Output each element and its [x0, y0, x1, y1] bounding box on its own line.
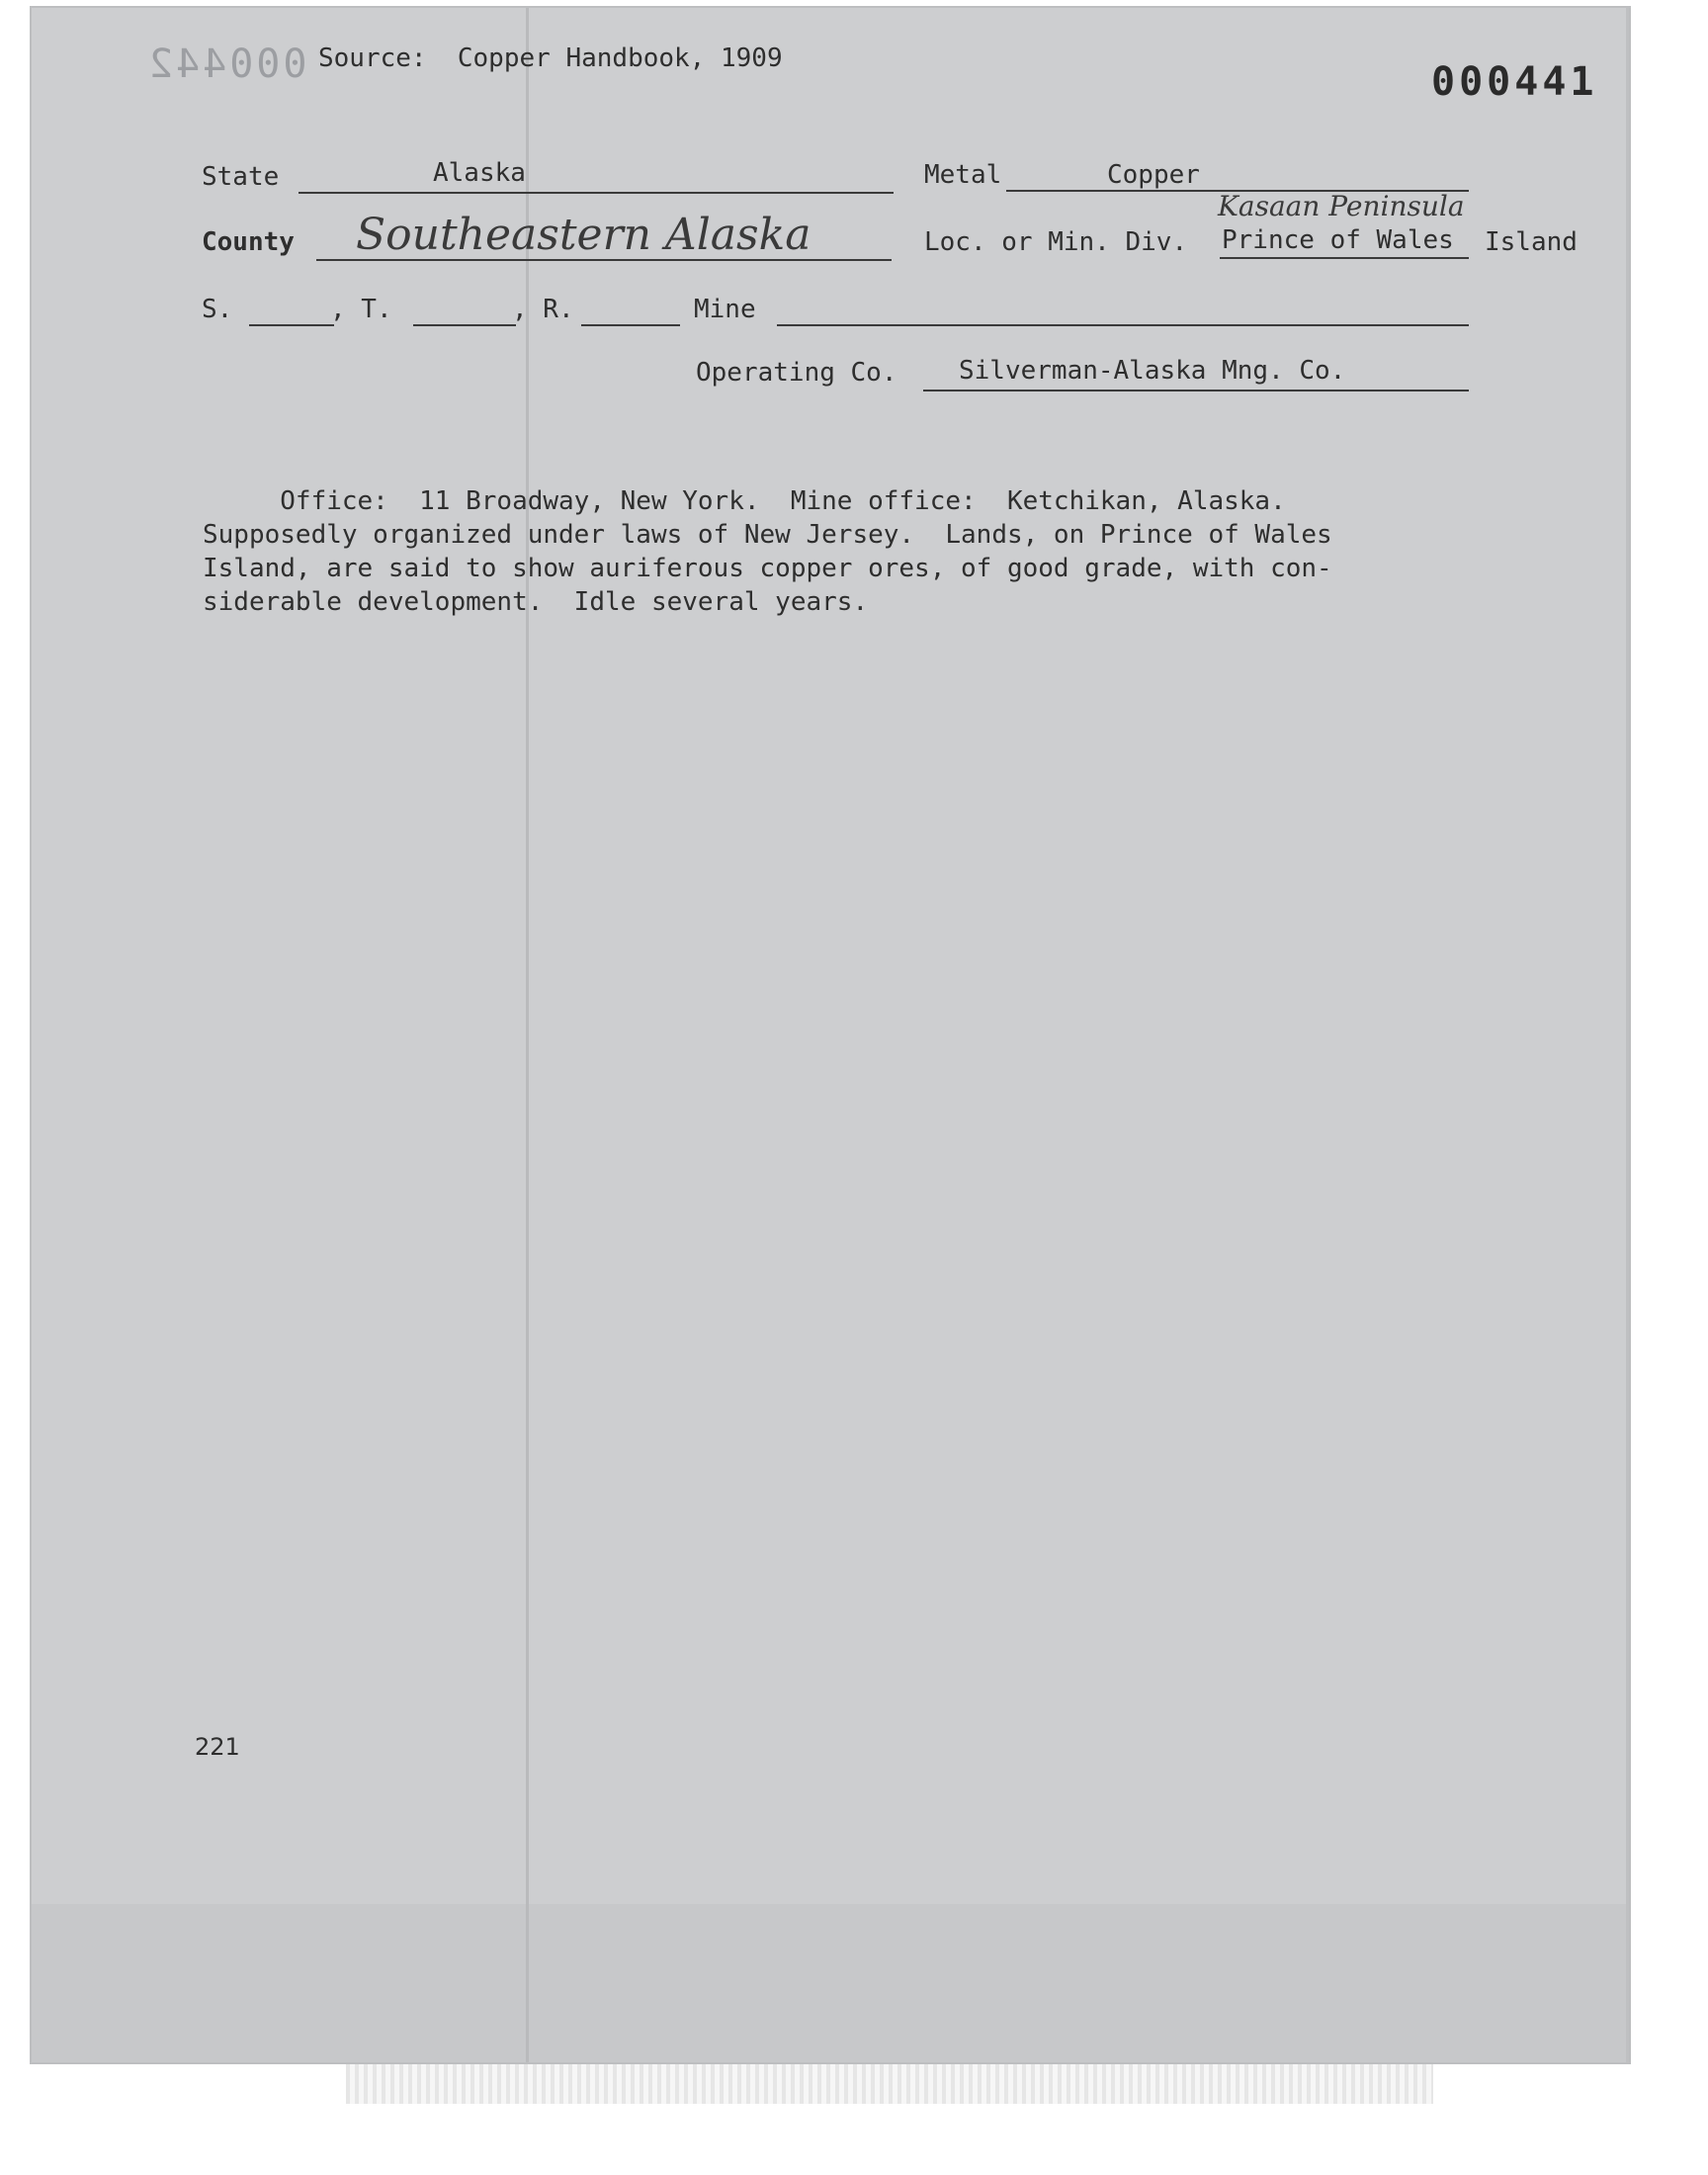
description-line: Island, are said to show auriferous copper ores, of good grade, with con-: [203, 554, 1332, 583]
state-value: Alaska: [433, 158, 526, 188]
mine-underline: [777, 324, 1469, 326]
metal-label: Metal: [924, 160, 1002, 190]
state-underline: [299, 192, 894, 194]
source-line: Source: Copper Handbook, 1909: [318, 44, 783, 73]
operating-underline: [923, 390, 1469, 392]
loc-suffix: Island: [1485, 227, 1578, 257]
section-underline: [249, 324, 334, 326]
loc-label: Loc. or Min. Div.: [924, 227, 1188, 257]
description-line: Supposedly organized under laws of New Jersey. Lands, on Prince of Wales: [203, 520, 1332, 550]
description-line: Office: 11 Broadway, New York. Mine office: Ketchikan, Alaska.: [203, 486, 1286, 516]
metal-value: Copper: [1107, 160, 1200, 190]
description-line: siderable development. Idle several years.: [203, 587, 869, 617]
township-underline: [413, 324, 516, 326]
county-underline: [316, 259, 892, 261]
page-number: 221: [195, 1733, 240, 1761]
loc-annotation-handwritten: Kasaan Peninsula: [1218, 190, 1465, 222]
ghost-stamp-number: 000442: [146, 42, 307, 87]
township-label: , T.: [330, 295, 392, 324]
section-label: S.: [202, 295, 233, 324]
description-paragraph: [203, 484, 1332, 619]
mine-label: Mine: [694, 295, 756, 324]
operating-value: Silverman-Alaska Mng. Co.: [959, 356, 1346, 386]
range-label: , R.: [512, 295, 574, 324]
operating-label: Operating Co.: [696, 358, 897, 388]
county-label: County: [202, 227, 295, 257]
state-label: State: [202, 162, 280, 192]
stamp-number: 000441: [1431, 59, 1598, 105]
card-bottom-shading: [32, 1904, 1629, 2062]
range-underline: [581, 324, 680, 326]
card-right-edge: [1626, 8, 1629, 2062]
scan-edge-artifact: [346, 2064, 1433, 2104]
county-value-handwritten: Southeastern Alaska: [356, 210, 811, 260]
index-card: [30, 6, 1631, 2064]
loc-underline: [1220, 257, 1469, 259]
loc-value: Prince of Wales: [1222, 225, 1454, 255]
